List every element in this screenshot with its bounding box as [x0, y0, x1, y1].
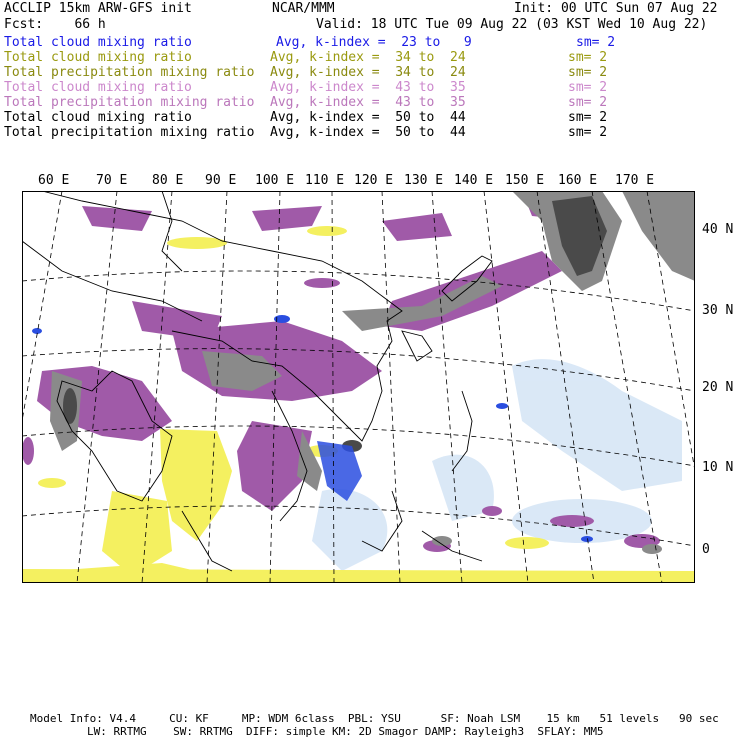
model-info-line2: LW: RRTMG SW: RRTMG DIFF: simple KM: 2D Smagor DAMP: Rayleigh3 SFLAY: MM5: [87, 725, 604, 738]
lon-label-90e: 90 E: [205, 173, 237, 188]
field-index-range: Avg, k-index = 50 to 44: [270, 110, 466, 125]
lon-label-160e: 160 E: [558, 173, 598, 188]
field-index-range: Avg, k-index = 34 to 24: [270, 65, 466, 80]
init-time: Init: 00 UTC Sun 07 Aug 22: [514, 1, 718, 16]
field-name: Total precipitation mixing ratio: [4, 65, 255, 80]
lon-label-120e: 120 E: [354, 173, 394, 188]
field-index-range: Avg, k-index = 43 to 35: [270, 80, 466, 95]
field-smoothing: sm= 2: [568, 50, 608, 65]
field-smoothing: sm= 2: [568, 65, 608, 80]
field-index-range: Avg, k-index = 50 to 44: [270, 125, 466, 140]
lon-label-170e: 170 E: [615, 173, 655, 188]
lat-label-30n: 30 N: [702, 303, 734, 318]
lon-label-150e: 150 E: [505, 173, 545, 188]
field-index-range: Avg, k-index = 43 to 35: [270, 95, 466, 110]
field-smoothing: sm= 2: [568, 125, 608, 140]
field-smoothing: sm= 2: [576, 35, 616, 50]
lat-label-0: 0: [702, 542, 710, 557]
lon-label-130e: 130 E: [404, 173, 444, 188]
field-name: Total cloud mixing ratio: [4, 110, 192, 125]
forecast-hour: Fcst: 66 h: [4, 17, 106, 32]
field-name: Total precipitation mixing ratio: [4, 95, 255, 110]
lat-label-20n: 20 N: [702, 380, 734, 395]
field-index-range: Avg, k-index = 34 to 24: [270, 50, 466, 65]
valid-time: Valid: 18 UTC Tue 09 Aug 22 (03 KST Wed 10 Aug 22): [316, 17, 708, 32]
lon-label-60e: 60 E: [38, 173, 70, 188]
model-title: ACCLIP 15km ARW-GFS init: [4, 1, 192, 16]
lon-label-80e: 80 E: [152, 173, 184, 188]
lon-label-110e: 110 E: [305, 173, 345, 188]
lat-label-40n: 40 N: [702, 222, 734, 237]
field-name: Total cloud mixing ratio: [4, 50, 192, 65]
field-smoothing: sm= 2: [568, 80, 608, 95]
field-name: Total cloud mixing ratio: [4, 35, 192, 50]
field-smoothing: sm= 2: [568, 110, 608, 125]
forecast-map: [22, 191, 695, 583]
lon-label-70e: 70 E: [96, 173, 128, 188]
lat-label-10n: 10 N: [702, 460, 734, 475]
lon-label-100e: 100 E: [255, 173, 295, 188]
institution-label: NCAR/MMM: [272, 1, 335, 16]
field-smoothing: sm= 2: [568, 95, 608, 110]
lon-label-140e: 140 E: [454, 173, 494, 188]
field-index-range: Avg, k-index = 23 to 9: [276, 35, 472, 50]
field-name: Total cloud mixing ratio: [4, 80, 192, 95]
model-info-line1: Model Info: V4.4 CU: KF MP: WDM 6class PBL: YSU SF: Noah LSM 15 km 51 levels 90 sec: [30, 712, 719, 725]
field-name: Total precipitation mixing ratio: [4, 125, 255, 140]
